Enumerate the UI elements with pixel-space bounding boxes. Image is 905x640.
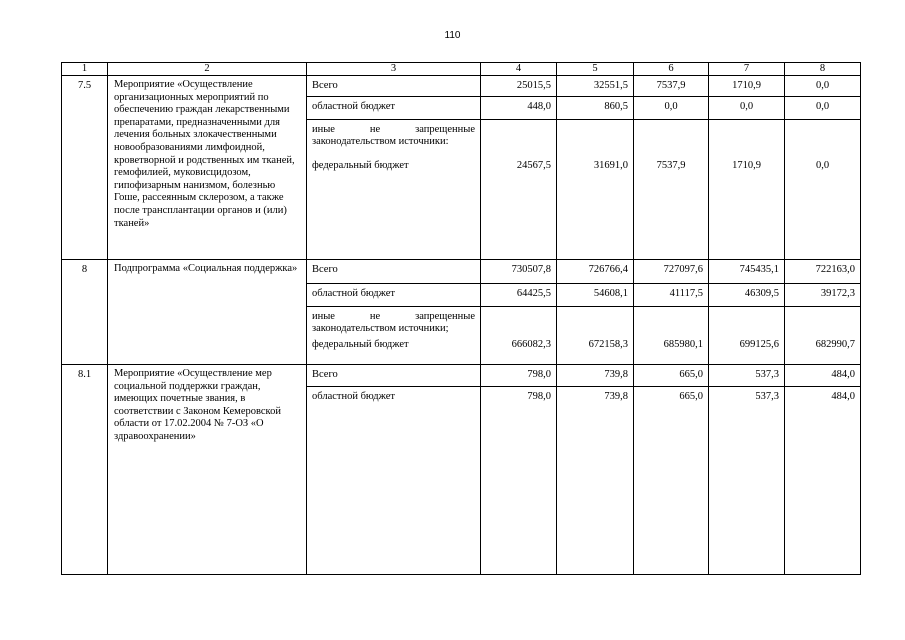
source-cell: Всего <box>307 76 481 97</box>
header-cell: 6 <box>634 63 709 76</box>
value-cell: 484,0 <box>785 387 861 575</box>
value-cell: 484,0 <box>785 365 861 387</box>
source-cell: иные не запрещенные законодательством источники; <box>307 306 481 335</box>
value-cell: 537,3 <box>709 365 785 387</box>
value-cell: 798,0 <box>481 387 557 575</box>
source-cell: Всего <box>307 365 481 387</box>
value-cell: 730507,8 <box>481 259 557 283</box>
value-cell: 0,0 <box>785 97 861 120</box>
header-cell: 4 <box>481 63 557 76</box>
row-number: 7.5 <box>62 76 108 260</box>
budget-table <box>61 62 861 575</box>
value-cell: 798,0 <box>481 365 557 387</box>
header-cell: 7 <box>709 63 785 76</box>
value-cell <box>785 306 861 335</box>
header-cell: 5 <box>557 63 634 76</box>
row-description: Мероприятие «Осуществление организационных мероприятий по обеспечению граждан лекарственными препаратами, предназначенными для лечения больных злокачественными новообразованиями лимфоидной, кроветворной и родственных им тканей, гемофилией, муковисцидозом, гипофизарным нанизмом, болезнью Гоше, рассеянным склерозом, а также после трансплантации органов и (или) тканей» <box>108 76 307 260</box>
table-row <box>62 259 861 283</box>
source-cell: Всего <box>307 259 481 283</box>
source-cell: федеральный бюджет <box>307 335 481 365</box>
value-cell <box>709 120 785 149</box>
value-cell: 0,0 <box>785 148 861 259</box>
value-cell <box>557 120 634 149</box>
value-cell: 448,0 <box>481 97 557 120</box>
value-cell: 32551,5 <box>557 76 634 97</box>
value-cell: 682990,7 <box>785 335 861 365</box>
value-cell: 739,8 <box>557 387 634 575</box>
value-cell: 672158,3 <box>557 335 634 365</box>
page-number: 110 <box>444 30 461 41</box>
value-cell: 31691,0 <box>557 148 634 259</box>
source-cell: областной бюджет <box>307 387 481 575</box>
value-cell: 665,0 <box>634 365 709 387</box>
value-cell: 0,0 <box>634 97 709 120</box>
value-cell: 665,0 <box>634 387 709 575</box>
value-cell <box>785 120 861 149</box>
value-cell: 727097,6 <box>634 259 709 283</box>
value-cell: 1710,9 <box>709 148 785 259</box>
value-cell: 860,5 <box>557 97 634 120</box>
row-number: 8.1 <box>62 365 108 575</box>
header-cell: 1 <box>62 63 108 76</box>
value-cell: 54608,1 <box>557 283 634 306</box>
value-cell <box>557 306 634 335</box>
source-cell: иные не запрещенные законодательством источники: <box>307 120 481 149</box>
value-cell: 745435,1 <box>709 259 785 283</box>
header-cell: 8 <box>785 63 861 76</box>
value-cell: 699125,6 <box>709 335 785 365</box>
source-cell: федеральный бюджет <box>307 148 481 259</box>
value-cell: 7537,9 <box>634 76 709 97</box>
value-cell: 24567,5 <box>481 148 557 259</box>
value-cell <box>634 120 709 149</box>
value-cell: 666082,3 <box>481 335 557 365</box>
source-cell: областной бюджет <box>307 97 481 120</box>
value-cell: 726766,4 <box>557 259 634 283</box>
value-cell: 0,0 <box>785 76 861 97</box>
row-description: Мероприятие «Осуществление мер социальной поддержки граждан, имеющих почетные звания, в соответствии с Законом Кемеровской области от 17.02.2004 № 7-ОЗ «О здравоохранении» <box>108 365 307 575</box>
value-cell: 739,8 <box>557 365 634 387</box>
value-cell <box>709 306 785 335</box>
row-number: 8 <box>62 259 108 365</box>
value-cell: 64425,5 <box>481 283 557 306</box>
header-cell: 2 <box>108 63 307 76</box>
value-cell: 685980,1 <box>634 335 709 365</box>
value-cell: 25015,5 <box>481 76 557 97</box>
value-cell: 46309,5 <box>709 283 785 306</box>
value-cell <box>481 306 557 335</box>
table-row <box>62 76 861 97</box>
value-cell: 537,3 <box>709 387 785 575</box>
value-cell: 0,0 <box>709 97 785 120</box>
value-cell: 7537,9 <box>634 148 709 259</box>
value-cell <box>481 120 557 149</box>
header-cell: 3 <box>307 63 481 76</box>
value-cell <box>634 306 709 335</box>
row-description: Подпрограмма «Социальная поддержка» <box>108 259 307 365</box>
table-header-row <box>62 63 861 76</box>
value-cell: 722163,0 <box>785 259 861 283</box>
value-cell: 39172,3 <box>785 283 861 306</box>
value-cell: 1710,9 <box>709 76 785 97</box>
value-cell: 41117,5 <box>634 283 709 306</box>
source-cell: областной бюджет <box>307 283 481 306</box>
table-row <box>62 365 861 387</box>
